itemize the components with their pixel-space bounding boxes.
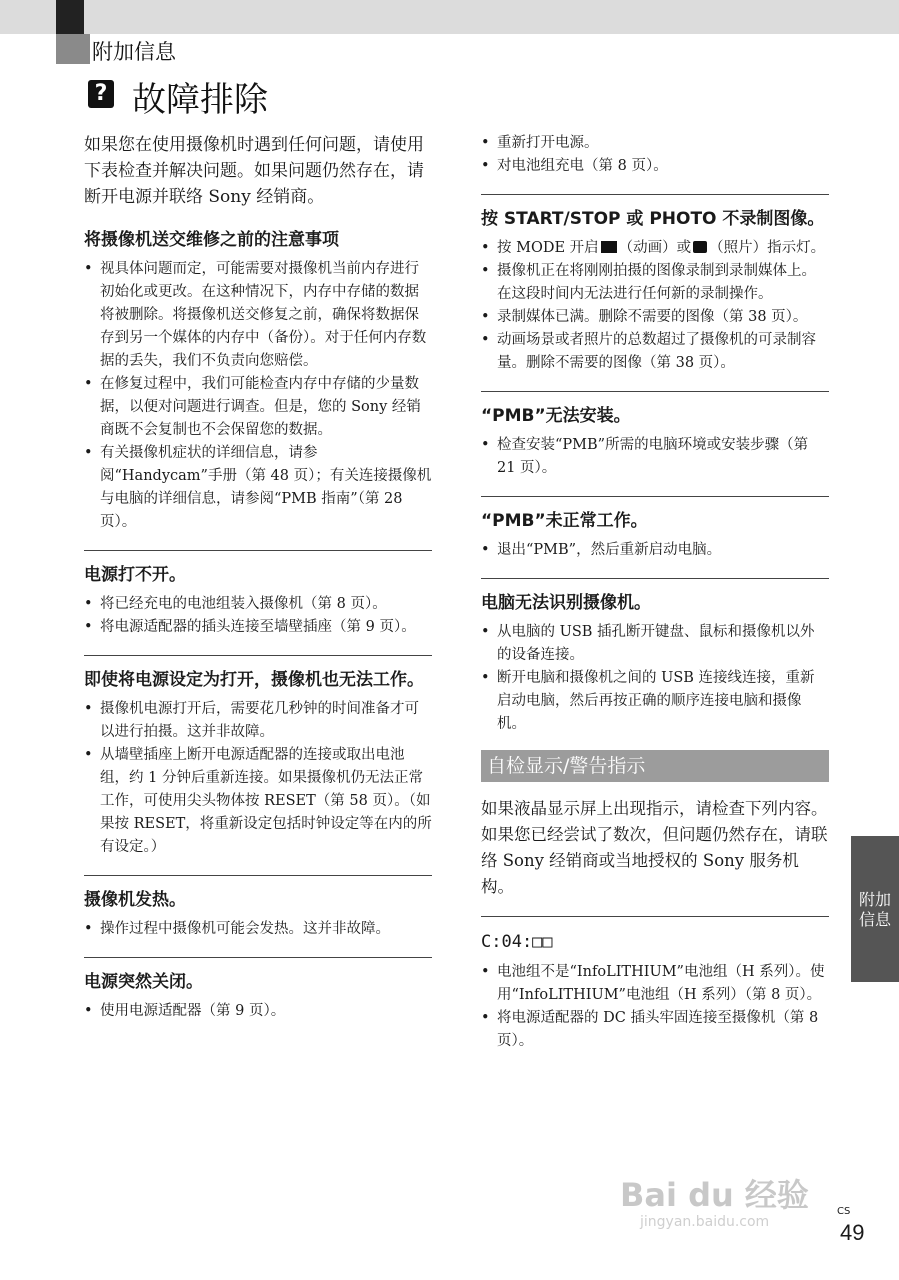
list-item: • 动画场景或者照片的总数超过了摄像机的可录制容量。删除不需要的图像（第 38 页）。 [481,329,829,375]
list-item: • 电池组不是“InfoLITHIUM”电池组（H 系列）。使用“InfoLITHIUM”电池组（H 系列）（第 8 页）。 [481,961,829,1007]
heading-not-working: 即使将电源设定为打开，摄像机也无法工作。 [84,670,424,690]
intro-text: 如果您在使用摄像机时遇到任何问题，请使用下表检查并解决问题。如果问题仍然存在，请断开电源并联络 Sony 经销商。 [84,135,424,207]
divider [84,875,432,876]
heading-no-record: 按 START/STOP 或 PHOTO 不录制图像。 [481,209,825,229]
list-item: • 退出“PMB”，然后重新启动电脑。 [481,539,829,562]
list-error-code [481,961,829,1053]
list-pmb-work [481,539,829,562]
heading-error-code: C:04:□□ [481,932,553,952]
list-item: • 将电源适配器的 DC 插头牢固连接至摄像机（第 8 页）。 [481,1007,829,1053]
list-item: • 从电脑的 USB 插孔断开键盘、鼠标和摄像机以外的设备连接。 [481,621,829,667]
list-sudden-off [84,1000,432,1023]
list-item: • 有关摄像机症状的详细信息，请参阅“Handycam”手册（第 48 页）；有关连接摄像机与电脑的详细信息，请参阅“PMB 指南”（第 28 页）。 [84,442,432,534]
movie-icon [601,241,617,253]
list-before-repair [84,258,432,534]
watermark-url: jingyan.baidu.com [640,1214,770,1230]
list-item: • 录制媒体已满。删除不需要的图像（第 38 页）。 [481,306,829,329]
list-item: • 检查安装“PMB”所需的电脑环境或安装步骤（第 21 页）。 [481,434,829,480]
list-item: • 视具体问题而定，可能需要对摄像机当前内存进行初始化或更改。在这种情况下，内存中存储的数据将被删除。将摄像机送交修复之前，确保将数据保存到另一个媒体的内存中（备份）。对于任何内存数据的丢失，我们不负责向您赔偿。 [84,258,432,373]
list-item: • 摄像机电源打开后，需要花几秒钟的时间准备才可以进行拍摄。这并非故障。 [84,698,432,744]
heading-heat: 摄像机发热。 [84,890,186,910]
item-text: 按 MODE 开启 [497,240,599,256]
divider [481,496,829,497]
camera-icon [693,241,707,253]
watermark-logo: Bai du 经验 [620,1176,809,1214]
list-item: • 断开电脑和摄像机之间的 USB 连接线连接，重新启动电脑，然后再按正确的顺序连接电脑和摄像机。 [481,667,829,736]
self-diagnosis-text: 如果液晶显示屏上出现指示，请检查下列内容。 [481,799,828,818]
list-item: • 从墙壁插座上断开电源适配器的连接或取出电池组，约 1 分钟后重新连接。如果摄像机仍无法正常工作，可使用尖头物体按 RESET（第 58 页）。（如果按 RESET，将重新设定包括时钟设定等在内的所有设定。） [84,744,432,859]
list-heat [84,918,432,941]
divider [84,550,432,551]
list-no-record [481,237,829,375]
item-text: （照片）指示灯。 [709,240,826,256]
list-item [481,237,829,260]
section-bar-self-diagnosis: 自检显示/警告指示 [481,750,829,782]
heading-sudden-off: 电源突然关闭。 [84,972,203,992]
divider [481,391,829,392]
list-item: • 操作过程中摄像机可能会发热。这并非故障。 [84,918,432,941]
list-power-off [84,593,432,639]
side-tab-label: 附加信息 [858,890,891,929]
divider [481,194,829,195]
left-column [84,132,432,1023]
list-item: • 使用电源适配器（第 9 页）。 [84,1000,432,1023]
right-column [481,132,829,1053]
list-item: • 摄像机正在将刚刚拍摄的图像录制到录制媒体上。在这段时间内无法进行任何新的录制操作。 [481,260,829,306]
section-label: 附加信息 [92,40,176,64]
page-title: 故障排除 [132,80,268,120]
item-text: （动画）或 [618,240,692,256]
heading-pmb-work: “PMB”未正常工作。 [481,511,648,531]
section-marker [56,34,90,64]
language-code: CS [837,1206,851,1217]
divider [84,957,432,958]
divider [481,578,829,579]
heading-power-off: 电源打不开。 [84,565,186,585]
question-icon: ? [88,80,114,108]
divider [481,916,829,917]
list-not-working [84,698,432,859]
list-item: • 将电源适配器的插头连接至墙壁插座（第 9 页）。 [84,616,432,639]
list-item: • 在修复过程中，我们可能检查内存中存储的少量数据，以便对问题进行调查。但是，您的 Sony 经销商既不会复制也不会保留您的数据。 [84,373,432,442]
list-pmb-install [481,434,829,480]
list-item: • 对电池组充电（第 8 页）。 [481,155,829,178]
top-bar-marker [56,0,84,34]
list-pc-recognize [481,621,829,736]
self-diagnosis-text-2: 如果您已经尝试了数次，但问题仍然存在，请联络 Sony 经销商或当地授权的 Sony 服务机构。 [481,825,828,896]
list-item: • 将已经充电的电池组装入摄像机（第 8 页）。 [84,593,432,616]
top-bar [0,0,899,34]
heading-before-repair: 将摄像机送交维修之前的注意事项 [84,230,339,250]
heading-pc-recognize: 电脑无法识别摄像机。 [481,593,651,613]
page-number: 49 [840,1220,865,1245]
list-continued [481,132,829,178]
divider [84,655,432,656]
heading-pmb-install: “PMB”无法安装。 [481,406,631,426]
list-item: • 重新打开电源。 [481,132,829,155]
